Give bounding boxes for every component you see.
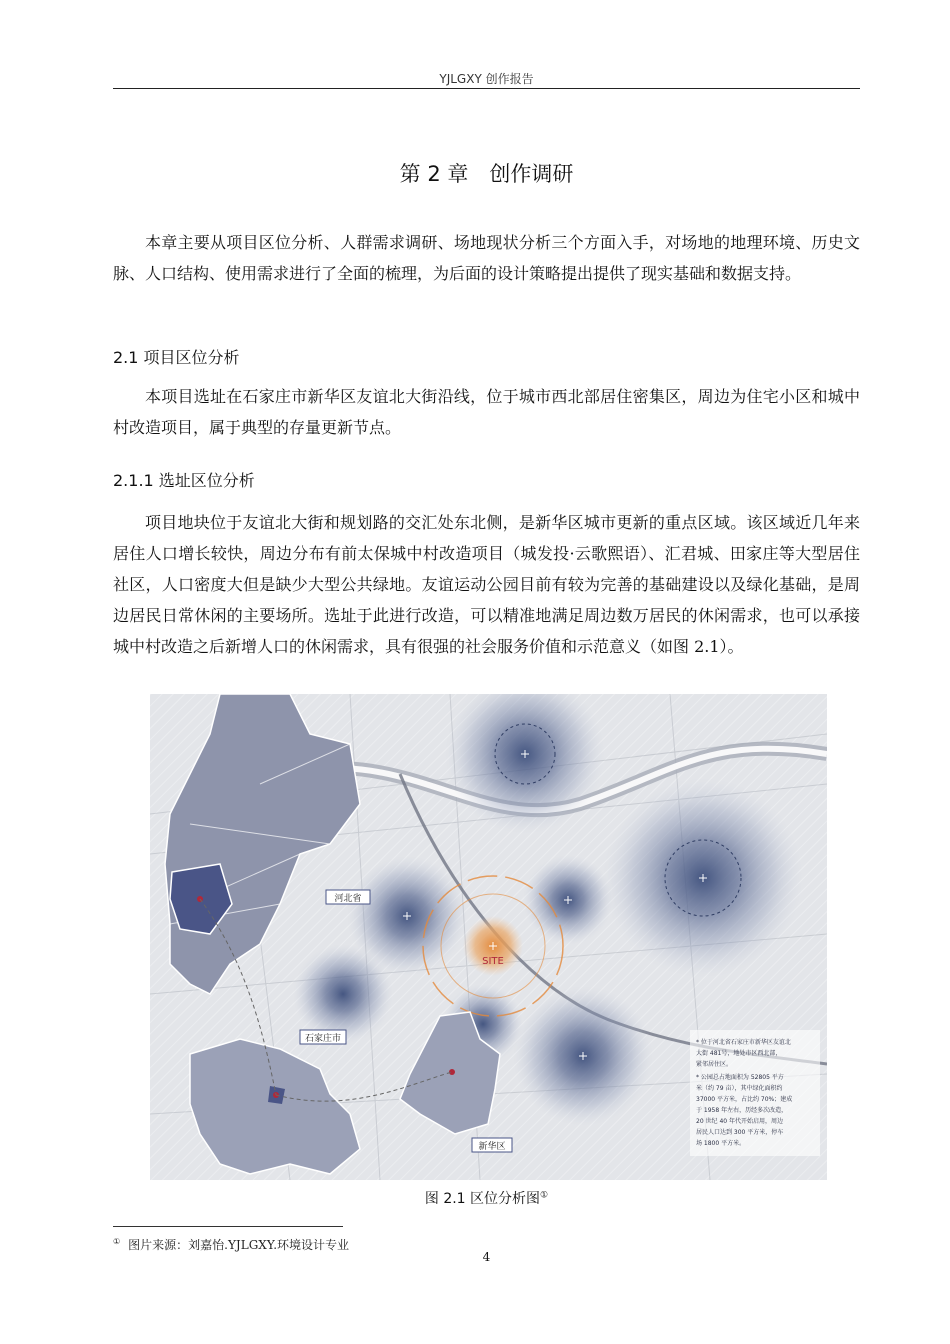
footnote-rule [113,1226,343,1227]
section-2-1-1-paragraph: 项目地块位于友谊北大街和规划路的交汇处东北侧，是新华区城市更新的重点区域。该区域近几年来居住人口增长较快，周边分布有前太保城中村改造项目（城发投·云歌熙语）、汇君城、田家庄等大型居住社区，人口密度大但是缺少大型公共绿地。友谊运动公园目前有较为完善的基础建设以及绿化基础，是周边居民日常休闲的主要场所。选址于此进行改造，可以精准地满足周边数万居民的休闲需求，也可以承接城中村改造之后新增人口的休闲需求，具有很强的社会服务价值和示范意义（如图 2.1）。 [113,513,860,656]
svg-text:居民人口达到 300 平方米，停车: 居民人口达到 300 平方米，停车 [696,1129,784,1136]
svg-text:场 1800 平方米。: 场 1800 平方米。 [696,1140,746,1147]
section-heading-2-1-1: 2.1.1 选址区位分析 [113,471,255,490]
site-label: SITE [482,956,504,967]
section-2-1-paragraph: 本项目选址在石家庄市新华区友谊北大街沿线，位于城市西北部居住密集区，周边为住宅小区和城中村改造项目，属于典型的存量更新节点。 [113,387,860,437]
header-rule [113,88,860,89]
intro-paragraph: 本章主要从项目区位分析、人群需求调研、场地现状分析三个方面入手，对场地的地理环境、历史文脉、人口结构、使用需求进行了全面的梳理，为后面的设计策略提出提供了现实基础和数据支持。 [113,233,860,283]
svg-text:于 1958 年左右，历经多次改造，: 于 1958 年左右，历经多次改造， [696,1107,788,1114]
svg-text:紧邻居住区。: 紧邻居住区。 [696,1061,733,1068]
city-label: 石家庄市 [304,1034,342,1044]
location-analysis-map [150,694,827,1180]
residential-halo-5 [293,944,393,1044]
district-label: 新华区 [478,1142,506,1152]
chapter-title: 第 2 章 创作调研 [399,162,574,186]
page-number: 4 [482,1250,491,1264]
footnote: ① 图片来源：刘嘉怡.YJLGXY.环境设计专业 [113,1237,350,1252]
svg-text:米（约 79 亩），其中绿化面积约: 米（约 79 亩），其中绿化面积约 [696,1085,783,1092]
svg-text:* 位于河北省石家庄市新华区友谊北: * 位于河北省石家庄市新华区友谊北 [696,1039,791,1046]
figure-caption: 图 2.1 区位分析图① [424,1190,549,1207]
svg-text:37000 平方米，占比约 70%；建成: 37000 平方米，占比约 70%；建成 [696,1096,793,1103]
svg-text:大街 481号，地处市区西北部，: 大街 481号，地处市区西北部， [696,1050,782,1057]
svg-text:* 公园总占地面积为 52805 平方: * 公园总占地面积为 52805 平方 [696,1074,784,1081]
svg-text:20 世纪 40 年代开始启用，周边: 20 世纪 40 年代开始启用，周边 [696,1118,783,1125]
province-label: 河北省 [334,894,362,904]
page-header: YJLGXY 创作报告 [439,72,534,86]
section-heading-2-1: 2.1 项目区位分析 [113,348,240,367]
site-info-box [690,1030,820,1156]
